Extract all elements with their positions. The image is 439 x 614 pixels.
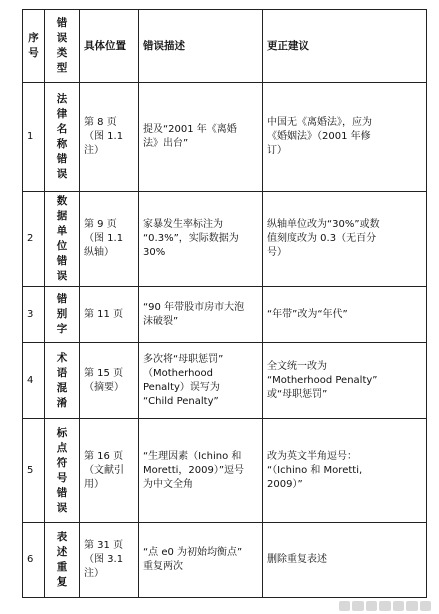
header-fix: 更正建议 [263, 10, 427, 83]
row-fix: 全文统一改为 “Motherhood Penalty” 或“母职惩罚” [263, 343, 427, 419]
row-location: 第 11 页 [80, 287, 139, 343]
row-no: 6 [23, 523, 45, 598]
row-fix: 改为英文半角逗号： “（Ichino 和 Moretti, 2009）” [263, 419, 427, 523]
row-type: 术语混淆 [45, 343, 80, 419]
table-row [23, 523, 427, 598]
row-fix: 中国无《离婚法》，应为 《婚姻法》（2001 年修 订） [263, 83, 427, 192]
row-fix: 纵轴单位改为“30%”或数 值刻度改为 0.3（无百分 号） [263, 192, 427, 287]
row-desc: “点 e0 为初始均衡点” 重复两次 [139, 523, 263, 598]
row-type: 数据单位错误 [45, 192, 80, 287]
header-no: 序号 [23, 10, 45, 83]
table-row [23, 192, 427, 287]
row-location: 第 15 页 （摘要） [80, 343, 139, 419]
row-location: 第 16 页 （文献引 用） [80, 419, 139, 523]
table-row [23, 83, 427, 192]
row-type: 法律名称错误 [45, 83, 80, 192]
row-no: 2 [23, 192, 45, 287]
errata-table [22, 9, 427, 598]
header-desc: 错误描述 [139, 10, 263, 83]
header-type: 错误类型 [45, 10, 80, 83]
row-location: 第 8 页 （图 1.1 注） [80, 83, 139, 192]
row-fix: “年带”改为“年代” [263, 287, 427, 343]
row-type: 错别字 [45, 287, 80, 343]
row-no: 3 [23, 287, 45, 343]
row-desc: 多次将“母职惩罚” （Motherhood Penalty）误写为 “Child Penalty” [139, 343, 263, 419]
row-desc: 家暴发生率标注为 “0.3%”，实际数据为 30% [139, 192, 263, 287]
table-row [23, 419, 427, 523]
row-no: 4 [23, 343, 45, 419]
row-desc: “90 年带股市房市大泡 沫破裂” [139, 287, 263, 343]
row-desc: 提及“2001 年《离婚 法》出台” [139, 83, 263, 192]
row-type: 标点符号错误 [45, 419, 80, 523]
row-location: 第 9 页 （图 1.1 纵轴） [80, 192, 139, 287]
table-row [23, 343, 427, 419]
row-type: 表述重复 [45, 523, 80, 598]
watermark [339, 601, 431, 611]
row-location: 第 31 页 （图 3.1 注） [80, 523, 139, 598]
header-location: 具体位置 [80, 10, 139, 83]
row-no: 1 [23, 83, 45, 192]
row-fix: 删除重复表述 [263, 523, 427, 598]
table-row [23, 287, 427, 343]
row-no: 5 [23, 419, 45, 523]
row-desc: “生理因素（Ichino 和 Moretti，2009）”逗号 为中文全角 [139, 419, 263, 523]
header-row [23, 10, 427, 83]
